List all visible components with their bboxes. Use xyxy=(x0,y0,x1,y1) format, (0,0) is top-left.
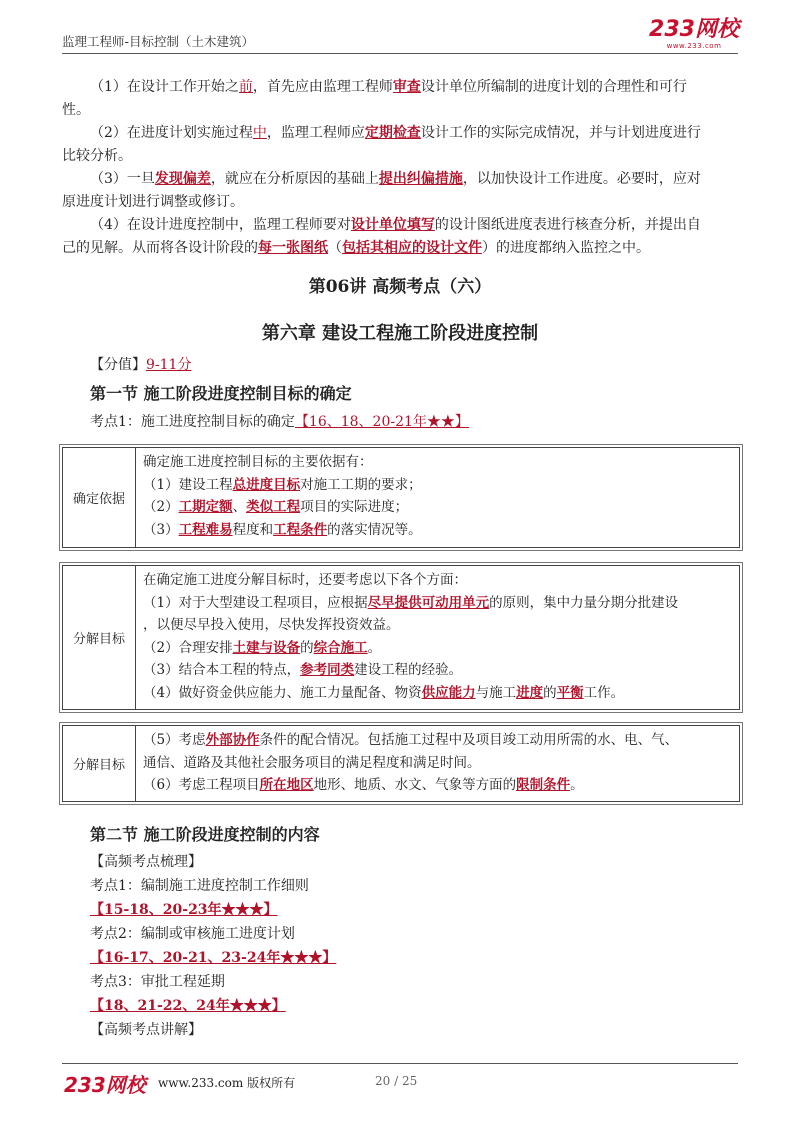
section-2-title: 第二节 施工阶段进度控制的内容 xyxy=(90,825,320,844)
paragraph-2-cont: 比较分析。 xyxy=(62,148,132,164)
score-line: 【分值】9-11分 xyxy=(90,357,192,373)
paragraph-3-cont: 原进度计划进行调整或修订。 xyxy=(62,194,244,210)
summary-heading: 【高频考点梳理】 xyxy=(90,854,202,870)
logo-text: 233网校 xyxy=(649,17,739,42)
section-1-point: 考点1：施工进度控制目标的确定【16、18、20-21年★★】 xyxy=(90,414,469,430)
paragraph-2: （2）在进度计划实施过程中，监理工程师应定期检查设计工作的实际完成情况，并与计划进度进行 xyxy=(90,125,701,141)
explain-heading: 【高频考点讲解】 xyxy=(90,1022,202,1038)
paragraph-3: （3）一旦发现偏差，就应在分析原因的基础上提出纠偏措施，以加快设计工作进度。必要时，应对 xyxy=(90,171,701,187)
point-1: 考点1：编制施工进度控制工作细则 xyxy=(90,878,309,894)
lecture-title: 第06讲 高频考点（六） xyxy=(308,277,492,297)
decomposition-table-2 xyxy=(62,725,740,802)
section-1-title: 第一节 施工阶段进度控制目标的确定 xyxy=(90,384,352,403)
paragraph-1-cont: 性。 xyxy=(62,102,90,118)
chapter-title: 第六章 建设工程施工阶段进度控制 xyxy=(261,323,539,344)
point-3: 考点3：审批工程延期 xyxy=(90,974,225,990)
brand-logo xyxy=(648,18,740,50)
decomposition-label-1: 分解目标 xyxy=(63,566,136,709)
decomposition-table-1 xyxy=(62,565,740,710)
decomposition-content-1: 在确定施工进度分解目标时，还要考虑以下各个方面： （1）对于大型建设工程项目，应根据尽早提供可动用单元的原则，集中力量分期分批建设 ，以便尽早投入使用，尽快发挥投资效益。 （2）合理安排土建与设备的综合施工。 （3）结合本工程的特点，参考同类建设工程的经验。 （4）做好资金供应能力、施工力量配备、物资供应能力与施工进度的平衡工作。 xyxy=(143,572,679,701)
point-2: 考点2：编制或审核施工进度计划 xyxy=(90,926,295,942)
footer-rule xyxy=(62,1063,738,1064)
basis-content: 确定施工进度控制目标的主要依据有： （1）建设工程总进度目标对施工工期的要求； （2）工期定额、类似工程项目的实际进度； （3）工程难易程度和工程条件的落实情况等。 xyxy=(143,454,422,538)
paragraph-4: （4）在设计进度控制中，监理工程师要对设计单位填写的设计图纸进度表进行核查分析，并提出自 xyxy=(90,217,701,233)
design-control-paragraphs xyxy=(62,76,738,260)
paragraph-4-cont: 己的见解。从而将各设计阶段的每一张图纸（包括其相应的设计文件）的进度都纳入监控之中。 xyxy=(62,240,650,256)
point-3-years: 【18、21-22、24年★★★】 xyxy=(90,998,286,1014)
footer-copyright: www.233.com 版权所有 xyxy=(158,1076,296,1090)
footer-logo: 233网校 xyxy=(64,1073,146,1097)
paragraph-1: （1）在设计工作开始之前，首先应由监理工程师审查设计单位所编制的进度计划的合理性和可行 xyxy=(90,79,687,95)
page-number: 20 / 25 xyxy=(375,1074,418,1088)
decomposition-label-2: 分解目标 xyxy=(63,726,136,801)
header-rule xyxy=(62,53,738,54)
basis-table xyxy=(62,447,740,548)
point-2-years: 【16-17、20-21、23-24年★★★】 xyxy=(90,950,337,966)
point-1-years: 【15-18、20-23年★★★】 xyxy=(90,902,278,918)
section-2-points xyxy=(90,850,336,1042)
document-header-title: 监理工程师-目标控制（土木建筑） xyxy=(62,34,255,49)
decomposition-content-2: （5）考虑外部协作条件的配合情况。包括施工过程中及项目竣工动用所需的水、电、气、 通信、道路及其他社会服务项目的满足程度和满足时间。 （6）考虑工程项目所在地区地形、地质、水文、气象等方面的限制条件。 xyxy=(143,732,679,793)
basis-label: 确定依据 xyxy=(63,448,136,547)
logo-url: www.233.com xyxy=(666,42,722,50)
